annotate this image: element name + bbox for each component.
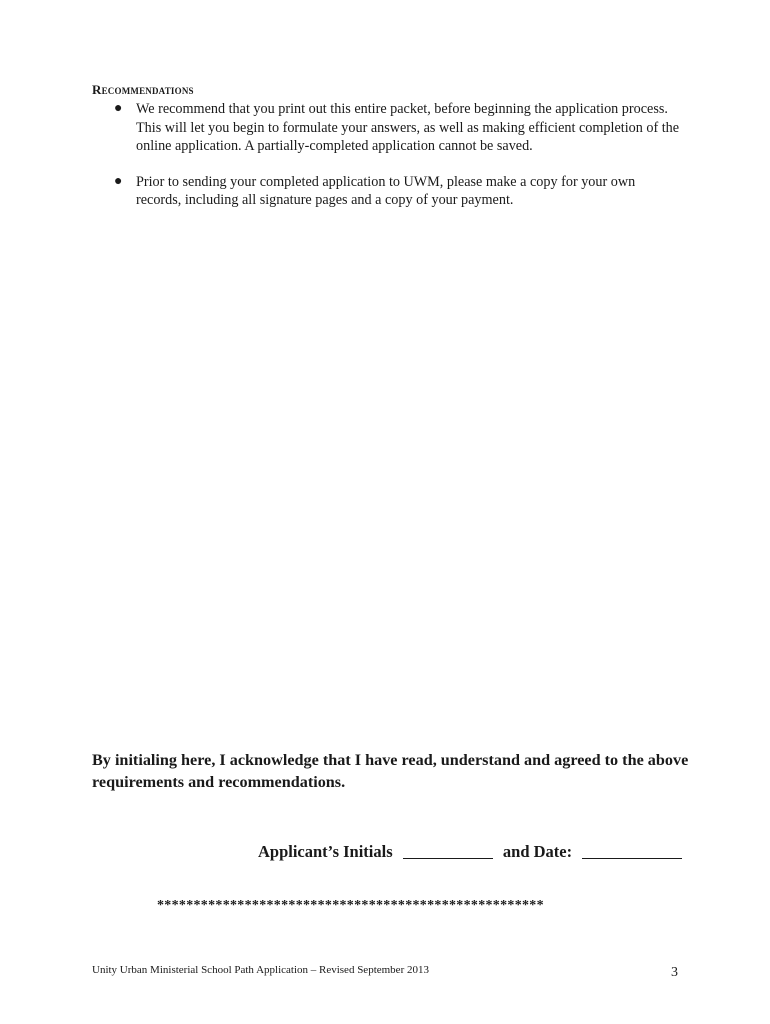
initials-field[interactable] (403, 842, 493, 859)
recommendations-list (112, 100, 682, 227)
page-number: 3 (671, 965, 678, 980)
date-field[interactable] (582, 842, 682, 859)
recommendation-text: We recommend that you print out this entire packet, before beginning the application process. This will let you begin to formulate your answers, as well as making efficient completion of the online application. A partially-completed application cannot be saved. (136, 101, 680, 154)
bullet-icon: ● (114, 101, 123, 116)
recommendations-heading: Recommendations (92, 82, 194, 97)
initials-date-line (258, 842, 682, 862)
list-item (112, 173, 682, 210)
bullet-icon: ● (114, 173, 123, 189)
initials-label: Applicant’s Initials (258, 842, 393, 861)
acknowledgement-statement: By initialing here, I acknowledge that I have read, understand and agreed to the above requirements and recommendations. (92, 751, 689, 791)
list-item (112, 100, 682, 156)
date-label: and Date: (502, 842, 573, 861)
recommendation-text: Prior to sending your completed application to UWM, please make a copy for your own records, including all signature pages and a copy of your payment. (136, 173, 636, 208)
asterisk-separator: ***************************************************** (157, 898, 544, 913)
footer-text: Unity Urban Ministerial School Path Application – Revised September 2013 (92, 964, 429, 976)
